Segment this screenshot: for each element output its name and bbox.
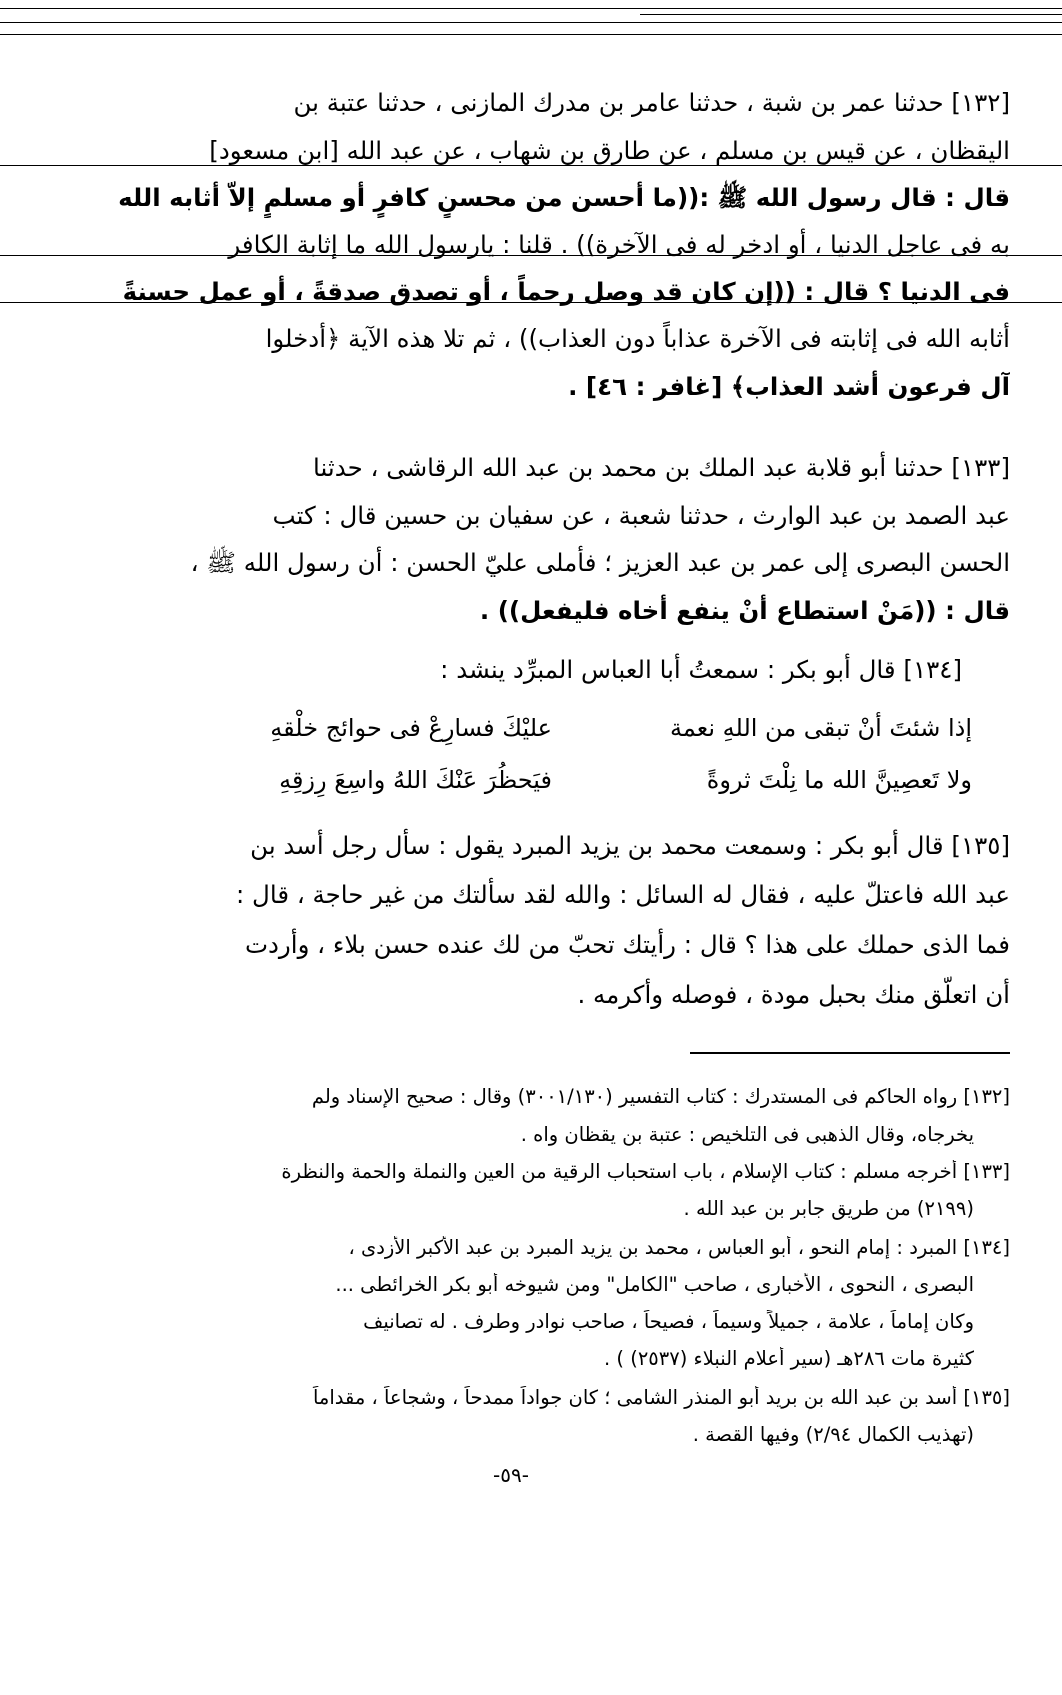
footnote-line: وكان إماماً ، علامة ، جميلاً وسيماً ، فصيحاً ، صاحب نوادر وطرف . له تصانيف xyxy=(363,1310,974,1333)
footnote-separator xyxy=(690,1052,1010,1054)
text-line: أثابه الله فى إثابته فى الآخرة عذاباً دون العذاب)) ، ثم تلا هذه الآية ﴿أدخلوا xyxy=(265,324,1010,353)
poem-hemistich-left: عليْكَ فسارِعْ فى حوائج خلْقهِ xyxy=(270,714,552,742)
footnote-line: (٢١٩٩) من طريق جابر بن عبد الله . xyxy=(683,1197,974,1220)
text-line: قال : قال رسول الله ﷺ :((ما أحسن من محسنٍ كافرٍ أو مسلمٍ إلاّ أثابه الله xyxy=(118,183,1010,212)
text-line: به فى عاجل الدنيا ، أو ادخر له فى الآخرة)) . قلنا : يارسول الله ما إثابة الكافر xyxy=(228,230,1010,259)
text-line: عبد الصمد بن عبد الوارث ، حدثنا شعبة ، عن سفيان بن حسين قال : كتب xyxy=(272,501,1010,530)
text-line: اليقظان ، عن قيس بن مسلم ، عن طارق بن شهاب ، عن عبد الله [ابن مسعود] xyxy=(209,136,1010,165)
text-line: الحسن البصرى إلى عمر بن عبد العزيز ؛ فأملى عليّ الحسن : أن رسول الله ﷺ ، xyxy=(190,548,1010,577)
poem-hemistich-left: فيَحظُرَ عَنْكَ اللهُ واسِعَ رِزقِهِ xyxy=(279,766,552,794)
text-line: [١٣٣] حدثنا أبو قلابة عبد الملك بن محمد بن عبد الله الرقاشى ، حدثنا xyxy=(313,453,1010,482)
poem-hemistich-right: ولا تَعصِينَّ الله ما نِلْتَ ثروةً xyxy=(706,766,972,794)
scan-line xyxy=(0,34,1062,35)
scan-line xyxy=(0,22,1062,23)
text-line: آل فرعون أشد العذاب﴾ [غافر : ٤٦] . xyxy=(568,372,1010,401)
footnote-line: [١٣٣] أخرجه مسلم : كتاب الإسلام ، باب استحباب الرقية من العين والنملة والحمة والنظرة xyxy=(281,1160,1010,1183)
text-line: [١٣٥] قال أبو بكر : وسمعت محمد بن يزيد المبرد يقول : سأل رجل أسد بن xyxy=(250,831,1010,860)
poem-hemistich-right: إذا شئتَ أنْ تبقى من اللهِ نعمة xyxy=(670,714,972,742)
footnote-line: كثيرة مات ٢٨٦هـ (سير أعلام النبلاء (٢٥٣٧) ) . xyxy=(604,1347,974,1370)
text-line: أن اتعلّق منك بحبل مودة ، فوصله وأكرمه . xyxy=(577,980,1010,1009)
footnote-line: (تهذيب الكمال ٢/٩٤) وفيها القصة . xyxy=(692,1423,974,1446)
text-line: قال : ((مَنْ استطاع أنْ ينفع أخاه فليفعل)) . xyxy=(479,596,1010,625)
scan-line xyxy=(0,8,1062,9)
text-line: فى الدنيا ؟ قال : ((إن كان قد وصل رحماً ، أو تصدق صدقةً ، أو عمل حسنةً xyxy=(122,277,1010,306)
page-number: -٥٩- xyxy=(493,1463,529,1487)
scan-line xyxy=(640,14,1062,15)
text-line: [١٣٢] حدثنا عمر بن شبة ، حدثنا عامر بن مدرك المازنى ، حدثنا عتبة بن xyxy=(293,88,1010,117)
footnote-line: [١٣٤] المبرد : إمام النحو ، أبو العباس ، محمد بن يزيد المبرد بن عبد الأكبر الأزدى ، xyxy=(348,1236,1010,1259)
text-line: عبد الله فاعتلّ عليه ، فقال له السائل : والله لقد سألتك من غير حاجة ، قال : xyxy=(236,880,1010,909)
footnote-line: يخرجاه، وقال الذهبى فى التلخيص : عتبة بن يقظان واه . xyxy=(520,1123,974,1146)
footnote-line: [١٣٥] أسد بن عبد الله بن بريد أبو المنذر الشامى ؛ كان جواداً ممدحاً ، وشجاعاً ، مقداماً xyxy=(312,1386,1010,1409)
text-line: فما الذى حملك على هذا ؟ قال : رأيتك تحبّ من لك عنده حسن بلاء ، وأردت xyxy=(244,930,1010,959)
footnote-line: [١٣٢] رواه الحاكم فى المستدرك : كتاب التفسير (٣٠٠١/١٣٠) وقال : صحيح الإسناد ولم xyxy=(311,1085,1010,1108)
footnote-line: البصرى ، النحوى ، الأخبارى ، صاحب "الكامل" ومن شيوخه أبو بكر الخرائطى ... xyxy=(335,1273,974,1296)
text-line: [١٣٤] قال أبو بكر : سمعتُ أبا العباس المبرِّد ينشد : xyxy=(440,655,962,684)
